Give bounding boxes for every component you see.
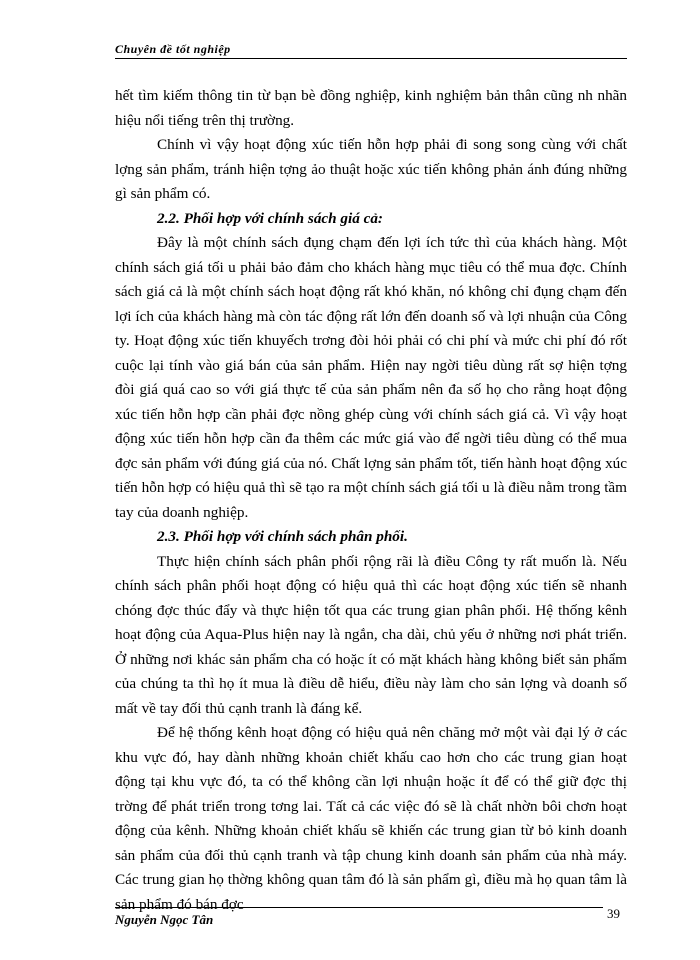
paragraph: Đây là một chính sách đụng chạm đến lợi ích tức thì của khách hàng. Một chính sách giá tối u phải bảo đảm cho khách hàng mục tiêu có thể mua đợc. Chính sách giá cả là một chính sách hoạt động rất khó khăn, nó không chỉ đụng chạm đến lợi ích của khách hàng mà còn tác động rất lớn đến doanh số và lợi nhuận của Công ty. Hoạt động xúc tiến khuyếch trơng đòi hỏi phải có chi phí và mức chi phí đó rốt cuộc lại tính vào giá bán của sản phẩm. Hiện nay ngời tiêu dùng rất sợ hiện tợng đòi giá quá cao so với giá thực tế của sản phẩm nên đa số họ cho rằng hoạt động xúc tiến hỗn hợp cần phải đợc nồng ghép cùng với chính sách giá cả. Vì vậy hoạt động xúc tiến hỗn hợp cần đa thêm các mức giá vào để ngời tiêu dùng có thể mua đợc sản phẩm với đúng giá của nó. Chất lợng sản phẩm tốt, tiến hành hoạt động xúc tiến hỗn hợp có hiệu quả thì sẽ tạo ra một chính sách giá tối u là điều nằm trong tầm tay của doanh nghiệp. xyxy=(115,234,627,521)
section-heading: 2.2. Phối hợp với chính sách giá cả: xyxy=(157,209,383,227)
page-header xyxy=(115,40,627,58)
document-body xyxy=(115,84,627,917)
paragraph: Để hệ thống kênh hoạt động có hiệu quả nên chăng mở một vài đại lý ở các khu vực đó, hay dành những khoản chiết khấu cao hơn cho các trung gian hoạt động tại khu vực đó, ta có thể không cần lợi nhuận hoặc ít để có thể giữ đợc thị trờng để phát triển trong tơng lai. Tất cả các việc đó sẽ là chất nhờn bôi chơn hoạt động của kênh. Những khoản chiết khấu sẽ khiến các trung gian từ bỏ kinh doanh sản phẩm của đối thủ cạnh tranh và tập chung kinh doanh sản phẩm của nhà máy. Các trung gian họ thờng không quan tâm đó là sản phẩm gì, điều mà họ quan tâm là sản phẩm đó bán đợc xyxy=(115,724,627,913)
paragraph: Thực hiện chính sách phân phối rộng rãi là điều Công ty rất muốn là. Nếu chính sách phân phối hoạt động có hiệu quả thì các hoạt động xúc tiến sẽ nhanh chóng đợc thúc đẩy và thực hiện tốt qua các trung gian phân phối. Hệ thống kênh hoạt động của Aqua-Plus hiện nay là ngắn, cha dài, chủ yếu ở những nơi phát triển. Ở những nơi khác sản phẩm cha có hoặc ít có mặt khách hàng không biết sản phẩm của chúng ta thì họ ít mua là điều dễ hiểu, điều này làm cho sản lợng và doanh số mất về tay đối thủ cạnh tranh là đáng kể. xyxy=(115,552,627,717)
header-rule xyxy=(115,58,627,59)
paragraph: Chính vì vậy hoạt động xúc tiến hỗn hợp phải đi song song cùng với chất lợng sản phẩm, tránh hiện tợng ảo thuật hoặc xúc tiến không phản ánh đúng những gì sản phẩm có. xyxy=(115,136,627,202)
section-heading: 2.3. Phối hợp với chính sách phân phối. xyxy=(157,528,408,545)
header-title: Chuyên đề tốt nghiệp xyxy=(115,42,231,56)
footer-author: Nguyễn Ngọc Tân xyxy=(115,912,214,927)
footer-rule xyxy=(115,907,603,908)
page-number: 39 xyxy=(607,906,620,921)
paragraph: hết tìm kiếm thông tin từ bạn bè đồng nghiệp, kinh nghiệm bản thân cũng nh nhãn hiệu nổi tiếng trên thị trường. xyxy=(115,87,627,129)
